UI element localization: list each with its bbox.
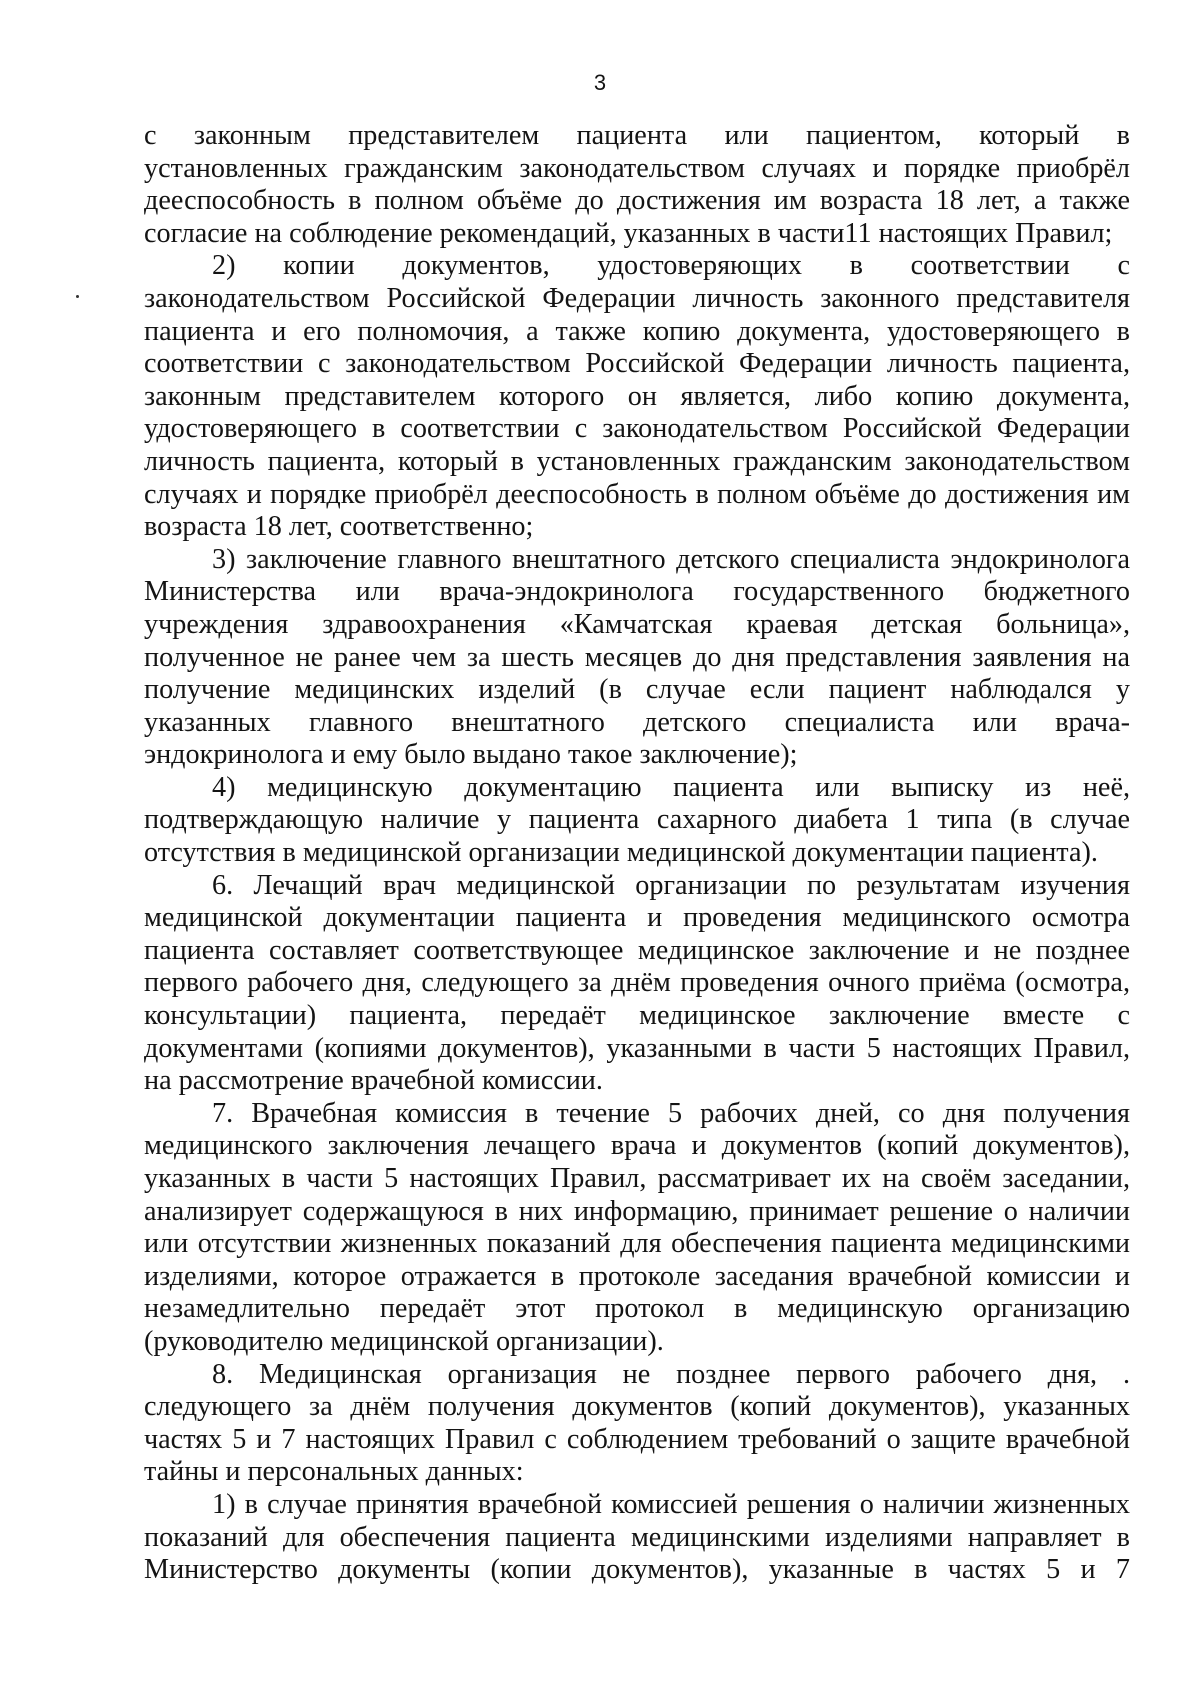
text-line: первого рабочего дня, следующего за днём проведения очного приёма (осмотра,	[144, 967, 1130, 999]
text-line: случаях и порядке приобрёл дееспособность в полном объёме до достижения им	[144, 478, 1130, 510]
text-line: незамедлительно передаёт этот протокол в медицинскую организацию	[144, 1293, 1130, 1325]
text-line: анализирует содержащуюся в них информацию, принимает решение о наличии	[144, 1195, 1130, 1227]
text-line: консультации) пациента, передаёт медицинское заключение вместе с	[144, 1000, 1130, 1032]
text-line: подтверждающую наличие у пациента сахарного диабета 1 типа (в случае	[144, 804, 1130, 836]
text-line: удостоверяющего в соответствии с законодательством Российской Федерации	[144, 413, 1130, 445]
text-line: 1) в случае принятия врачебной комиссией решения о наличии жизненных	[212, 1488, 1130, 1520]
text-line: Министерство документы (копии документов), указанные в частях 5 и 7	[144, 1554, 1130, 1586]
text-line: на рассмотрение врачебной комиссии.	[144, 1065, 603, 1097]
text-line: документами (копиями документов), указанными в части 5 настоящих Правил,	[144, 1032, 1130, 1064]
text-line: установленных гражданским законодательством случаях и порядке приобрёл	[144, 152, 1130, 184]
text-line: согласие на соблюдение рекомендаций, указанных в части11 настоящих Правил;	[144, 217, 1113, 249]
text-line: 8. Медицинская организация не позднее первого рабочего дня, .	[212, 1358, 1130, 1390]
text-line: изделиями, которое отражается в протоколе заседания врачебной комиссии и	[144, 1260, 1130, 1292]
text-line: 7. Врачебная комиссия в течение 5 рабочих дней, со дня получения	[212, 1097, 1130, 1129]
text-line: Министерства или врача-эндокринолога государственного бюджетного	[144, 576, 1130, 608]
text-line: законным представителем которого он является, либо копию документа,	[144, 380, 1130, 412]
text-line: эндокринолога и ему было выдано такое заключение);	[144, 739, 798, 771]
text-line: указанных главного внештатного детского специалиста или врача-	[144, 706, 1130, 738]
text-line: законодательством Российской Федерации личность законного представителя	[144, 282, 1130, 314]
text-line: 3) заключение главного внештатного детского специалиста эндокринолога	[212, 543, 1130, 575]
text-line: или отсутствии жизненных показаний для обеспечения пациента медицинскими	[144, 1228, 1130, 1260]
text-line: указанных в части 5 настоящих Правил, рассматривает их на своём заседании,	[144, 1163, 1130, 1194]
text-line: медицинской документации пациента и проведения медицинского осмотра	[144, 902, 1130, 934]
text-line: возраста 18 лет, соответственно;	[144, 511, 534, 543]
text-line: полученное не ранее чем за шесть месяцев до дня представления заявления на	[144, 641, 1130, 673]
text-line: 2) копии документов, удостоверяющих в соответствии с	[212, 250, 1130, 282]
text-line: соответствии с законодательством Российской Федерации личность пациента,	[144, 348, 1130, 380]
text-line: показаний для обеспечения пациента медицинскими изделиями направляет в	[144, 1521, 1130, 1553]
text-line: отсутствия в медицинской организации медицинской документации пациента).	[144, 837, 1098, 869]
text-line: личность пациента, который в установленных гражданским законодательством	[144, 445, 1130, 477]
page-number: 3	[593, 70, 607, 95]
text-line: тайны и персональных данных:	[144, 1456, 524, 1488]
scan-speck	[76, 295, 79, 298]
text-line: 4) медицинскую документацию пациента или выписку из неё,	[212, 771, 1130, 803]
text-line: пациента составляет соответствующее медицинское заключение и не позднее	[144, 934, 1130, 966]
document-body	[144, 120, 1130, 1587]
text-line: с законным представителем пациента или пациентом, который в	[144, 120, 1130, 151]
text-line: частях 5 и 7 настоящих Правил с соблюдением требований о защите врачебной	[144, 1423, 1130, 1455]
text-line: следующего за днём получения документов (копий документов), указанных	[144, 1391, 1130, 1423]
text-line: получение медицинских изделий (в случае если пациент наблюдался у	[144, 674, 1130, 706]
text-line: учреждения здравоохранения «Камчатская краевая детская больница»,	[144, 608, 1130, 640]
text-line: медицинского заключения лечащего врача и документов (копий документов),	[144, 1130, 1130, 1162]
text-line: (руководителю медицинской организации).	[144, 1325, 664, 1357]
text-line: дееспособность в полном объёме до достижения им возраста 18 лет, а также	[144, 185, 1130, 217]
text-line: 6. Лечащий врач медицинской организации по результатам изучения	[212, 869, 1130, 901]
text-line: пациента и его полномочия, а также копию документа, удостоверяющего в	[144, 315, 1130, 347]
